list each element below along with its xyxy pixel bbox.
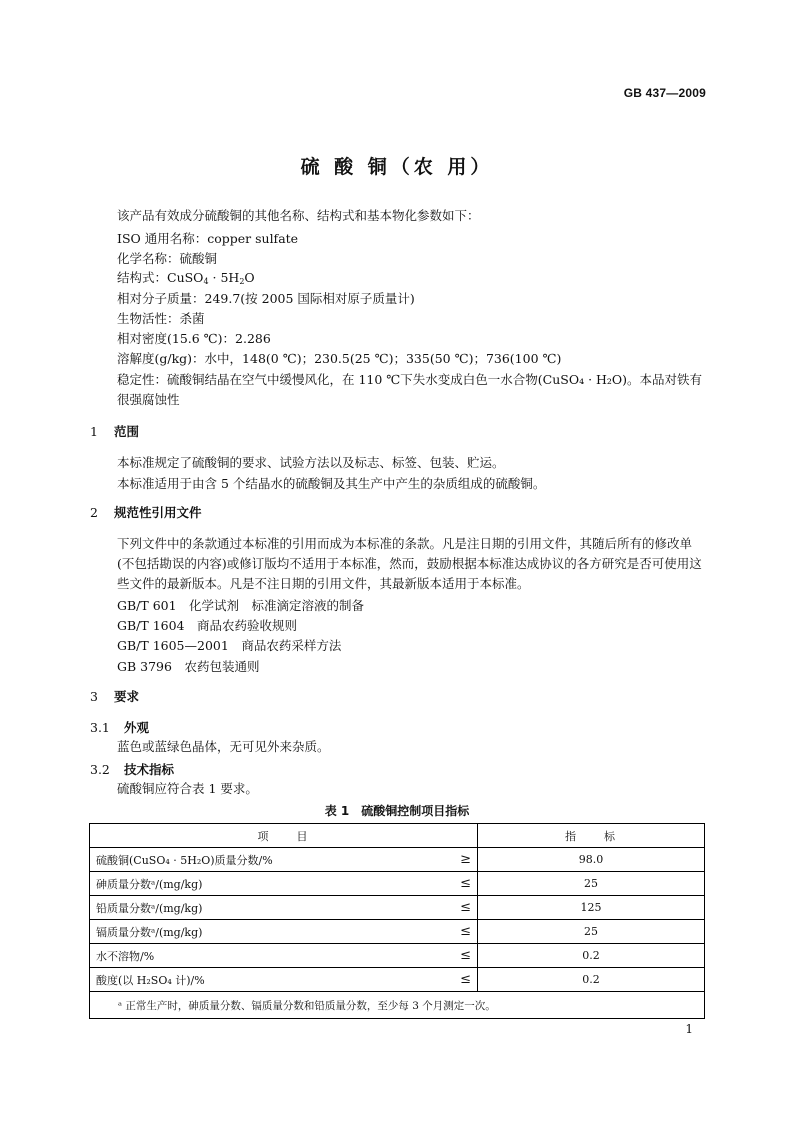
intro-mol-mass: 相对分子质量：249.7(按 2005 国际相对原子质量计) xyxy=(117,291,415,306)
section-title: 范围 xyxy=(114,424,140,439)
formula-sub-1: 4 xyxy=(203,277,209,286)
document-title: 硫 酸 铜（农 用） xyxy=(300,156,494,178)
section-3-2-para: 硫酸铜应符合表 1 要求。 xyxy=(117,781,258,796)
row-item: 砷质量分数ᵃ/(mg/kg) xyxy=(90,872,442,896)
section-number: 1 xyxy=(90,424,98,439)
section-1-heading xyxy=(90,422,139,442)
header-value: 指 标 xyxy=(478,824,705,848)
section-title: 规范性引用文件 xyxy=(114,505,202,520)
table-row xyxy=(90,920,705,944)
intro-density: 相对密度(15.6 ℃)：2.286 xyxy=(117,331,271,346)
section-3-heading xyxy=(90,687,139,707)
header-item: 项 目 xyxy=(90,824,478,848)
row-value: 0.2 xyxy=(478,968,705,992)
section-3-1-heading xyxy=(90,718,149,738)
formula-mid: · 5H xyxy=(208,270,240,285)
intro-iso-name: ISO 通用名称：copper sulfate xyxy=(117,231,299,246)
row-operator: ≤ xyxy=(441,896,478,920)
row-value: 98.0 xyxy=(478,848,705,872)
section-2-para-text: 下列文件中的条款通过本标准的引用而成为本标准的条款。凡是注日期的引用文件，其随后所有的修改单(不包括勘误的内容)或修订版均不适用于本标准，然而，鼓励根据本标准达成协议的各方研究是否可使用这些文件的最新版本。凡是不注日期的引用文件，其最新版本适用于本标准。 xyxy=(117,536,702,591)
standard-number: GB 437—2009 xyxy=(623,86,706,100)
table-row xyxy=(90,944,705,968)
row-item: 水不溶物/% xyxy=(90,944,442,968)
formula-end: O xyxy=(244,270,255,285)
page-number: 1 xyxy=(685,1022,693,1036)
reference-item: GB/T 601 化学试剂 标准滴定溶液的制备 xyxy=(117,598,365,613)
section-1-para-1: 本标准规定了硫酸铜的要求、试验方法以及标志、标签、包装、贮运。 xyxy=(117,455,505,470)
table-caption: 表 1 硫酸铜控制项目指标 xyxy=(324,804,470,818)
section-number: 3 xyxy=(90,689,98,704)
section-title: 外观 xyxy=(124,720,150,735)
row-item: 铅质量分数ᵃ/(mg/kg) xyxy=(90,896,442,920)
reference-item: GB/T 1605—2001 商品农药采样方法 xyxy=(117,638,342,653)
section-3-1-para: 蓝色或蓝绿色晶体，无可见外来杂质。 xyxy=(117,739,330,754)
row-value: 25 xyxy=(478,920,705,944)
spec-table xyxy=(89,823,705,1019)
row-operator: ≤ xyxy=(441,920,478,944)
table-row xyxy=(90,848,705,872)
intro-chem-name: 化学名称：硫酸铜 xyxy=(117,251,218,266)
intro-bio-activity: 生物活性：杀菌 xyxy=(117,311,205,326)
reference-item: GB 3796 农药包装通则 xyxy=(117,659,260,674)
row-item: 硫酸铜(CuSO₄ · 5H₂O)质量分数/% xyxy=(90,848,442,872)
section-title: 要求 xyxy=(114,689,140,704)
intro-lead: 该产品有效成分硫酸铜的其他名称、结构式和基本物化参数如下： xyxy=(117,208,480,223)
row-operator: ≥ xyxy=(441,848,478,872)
table-row xyxy=(90,896,705,920)
table-header-row xyxy=(90,824,705,848)
row-operator: ≤ xyxy=(441,944,478,968)
section-2-para-1 xyxy=(90,534,704,594)
row-value: 125 xyxy=(478,896,705,920)
row-operator: ≤ xyxy=(441,872,478,896)
section-3-2-heading xyxy=(90,760,174,780)
stability-text: 稳定性：硫酸铜结晶在空气中缓慢风化，在 110 ℃下失水变成白色一水合物(CuSO₄ · H₂O)。本品对铁有很强腐蚀性 xyxy=(117,372,703,407)
section-title: 技术指标 xyxy=(124,762,175,777)
formula-label: 结构式：CuSO xyxy=(117,270,204,285)
section-number: 3.2 xyxy=(90,762,110,777)
reference-item: GB/T 1604 商品农药验收规则 xyxy=(117,618,298,633)
intro-stability xyxy=(90,370,704,410)
section-1-para-2: 本标准适用于由含 5 个结晶水的硫酸铜及其生产中产生的杂质组成的硫酸铜。 xyxy=(117,476,546,491)
section-2-heading xyxy=(90,503,202,523)
table-footnote: ᵃ 正常生产时，砷质量分数、镉质量分数和铅质量分数，至少每 3 个月测定一次。 xyxy=(90,992,705,1019)
section-number: 3.1 xyxy=(90,720,110,735)
table-note-row xyxy=(90,992,705,1019)
row-item: 酸度(以 H₂SO₄ 计)/% xyxy=(90,968,442,992)
row-item: 镉质量分数ᵃ/(mg/kg) xyxy=(90,920,442,944)
section-number: 2 xyxy=(90,505,98,520)
intro-solubility: 溶解度(g/kg)：水中，148(0 ℃)；230.5(25 ℃)；335(50 ℃)；736(100 ℃) xyxy=(117,351,562,366)
table-row xyxy=(90,968,705,992)
row-value: 0.2 xyxy=(478,944,705,968)
table-row xyxy=(90,872,705,896)
row-value: 25 xyxy=(478,872,705,896)
row-operator: ≤ xyxy=(441,968,478,992)
formula-sub-2: 2 xyxy=(239,277,245,286)
